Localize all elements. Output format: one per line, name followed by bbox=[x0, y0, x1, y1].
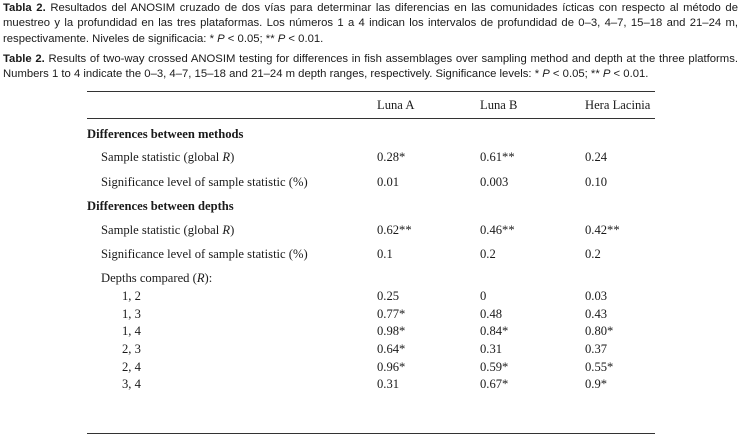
caption-english-text: Results of two-way crossed ANOSIM testing for differences in fish assemblages over sampling method and depth at the three platforms. Numbers 1 to 4 indicate the 0–3, 4–7, 15–18 and 21–24 m depth ranges, respectively. Significance levels: * P < 0.05; ** P < 0.01. bbox=[3, 53, 739, 81]
table-cell: 0.46** bbox=[480, 223, 515, 237]
table-cell: 0.9* bbox=[585, 377, 608, 391]
table-cell: 0.31 bbox=[377, 377, 400, 391]
pair-label: 1, 4 bbox=[122, 324, 141, 338]
table-cell: 0 bbox=[480, 289, 487, 303]
table-cell: 0.59* bbox=[480, 360, 509, 374]
caption-english-label: Table 2. bbox=[3, 53, 45, 65]
table-top-rule bbox=[87, 91, 655, 92]
table-cell: 0.43 bbox=[585, 307, 608, 321]
pair-label: 1, 2 bbox=[122, 289, 141, 303]
section-heading-methods: Differences between methods bbox=[87, 127, 244, 141]
table-cell: 0.01 bbox=[377, 175, 400, 189]
row-label: Sample statistic (global R) bbox=[101, 223, 235, 237]
table-bottom-rule bbox=[87, 433, 655, 434]
caption-spanish-label: Tabla 2. bbox=[3, 2, 46, 14]
table-cell: 0.03 bbox=[585, 289, 608, 303]
table-cell: 0.48 bbox=[480, 307, 503, 321]
table-cell: 0.62** bbox=[377, 223, 412, 237]
pair-label: 2, 3 bbox=[122, 342, 141, 356]
table-cell: 0.003 bbox=[480, 175, 509, 189]
table-cell: 0.2 bbox=[480, 247, 496, 261]
row-label: Significance level of sample statistic (%) bbox=[101, 175, 308, 189]
table-cell: 0.96* bbox=[377, 360, 406, 374]
table-cell: 0.2 bbox=[585, 247, 601, 261]
table-cell: 0.84* bbox=[480, 324, 509, 338]
table-cell: 0.28* bbox=[377, 150, 406, 164]
pair-label: 3, 4 bbox=[122, 377, 141, 391]
table-cell: 0.31 bbox=[480, 342, 503, 356]
table-cell: 0.10 bbox=[585, 175, 608, 189]
depths-compared-label: Depths compared (R): bbox=[101, 271, 213, 285]
table-cell: 0.80* bbox=[585, 324, 614, 338]
table-cell: 0.67* bbox=[480, 377, 509, 391]
table-cell: 0.77* bbox=[377, 307, 406, 321]
table-cell: 0.25 bbox=[377, 289, 400, 303]
caption-spanish-text: Resultados del ANOSIM cruzado de dos vías para determinar las diferencias en las comunidades ícticas con respecto al método de muestreo y la profundidad en las tres plataformas. Los números 1 a 4 indican los intervalos de profundidad de 0–3, 4–7, 15–18 and 21–24 m, respectivamente. Niveles de significacia: * P < 0.05; ** P < 0.01. bbox=[3, 2, 738, 45]
table-cell: 0.64* bbox=[377, 342, 406, 356]
table-header-rule bbox=[87, 118, 655, 119]
column-header-luna-a: Luna A bbox=[377, 98, 415, 112]
pair-label: 2, 4 bbox=[122, 360, 141, 374]
caption-english bbox=[3, 52, 738, 83]
table-cell: 0.61** bbox=[480, 150, 515, 164]
row-label: Sample statistic (global R) bbox=[101, 150, 235, 164]
section-heading-depths: Differences between depths bbox=[87, 199, 234, 213]
row-label: Significance level of sample statistic (%) bbox=[101, 247, 308, 261]
caption-spanish bbox=[3, 1, 738, 47]
table-cell: 0.55* bbox=[585, 360, 614, 374]
table-cell: 0.1 bbox=[377, 247, 393, 261]
table-cell: 0.37 bbox=[585, 342, 608, 356]
table-cell: 0.24 bbox=[585, 150, 608, 164]
table-cell: 0.42** bbox=[585, 223, 620, 237]
table-cell: 0.98* bbox=[377, 324, 406, 338]
column-header-hera-lacinia: Hera Lacinia bbox=[585, 98, 651, 112]
column-header-luna-b: Luna B bbox=[480, 98, 518, 112]
pair-label: 1, 3 bbox=[122, 307, 141, 321]
